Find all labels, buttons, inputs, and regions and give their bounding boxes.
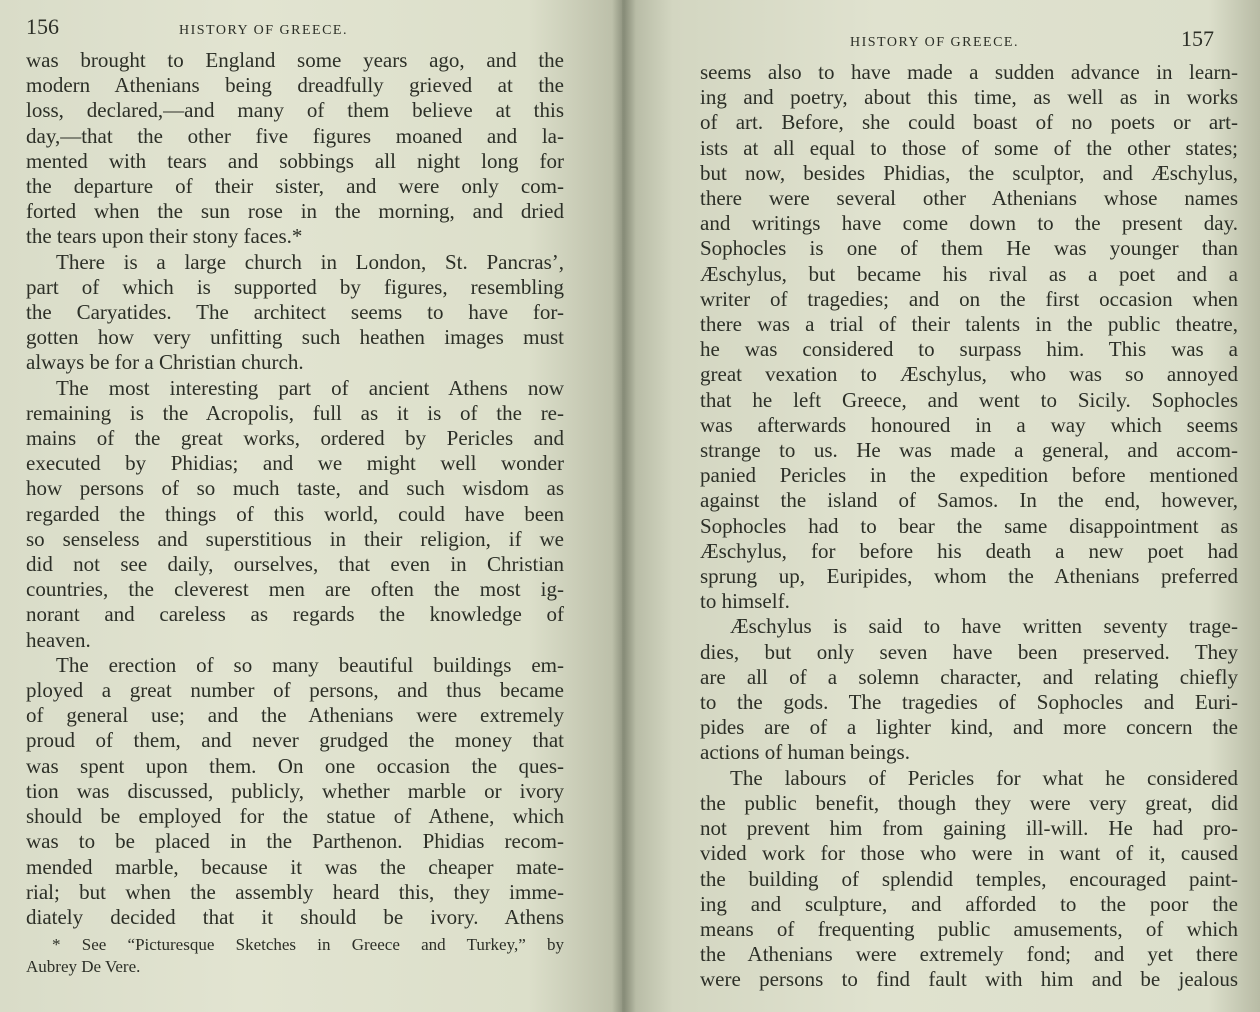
text-line: executed by Phidias; and we might well wonder (26, 451, 564, 476)
text-line: seems also to have made a sudden advance in learn- (700, 60, 1238, 84)
page-number-157: 157 (1181, 26, 1214, 51)
text-line: he was considered to surpass him. This was a (700, 337, 1238, 362)
text-line: mented with tears and sobbings all night long for (26, 148, 564, 173)
text-line: vided work for those who were in want of it, caused (700, 841, 1238, 866)
text-line: sprung up, Euripides, whom the Athenians preferred (700, 564, 1238, 589)
right-body-text (700, 60, 1238, 993)
text-line: day,—that the other five figures moaned and la- (26, 123, 564, 148)
text-line: The most interesting part of ancient Athens now (56, 375, 564, 400)
text-line: writer of tragedies; and on the first occasion when (700, 286, 1238, 311)
text-line: Sophocles is one of them He was younger than (700, 236, 1238, 261)
left-running-head (26, 14, 564, 48)
text-line: was brought to England some years ago, and the (26, 48, 564, 72)
footnote (26, 934, 564, 978)
text-line: how persons of so much taste, and such wisdom as (26, 476, 564, 501)
text-line: tion was discussed, publicly, whether marble or ivory (26, 778, 564, 803)
text-line: to himself. (700, 589, 790, 614)
text-line: was spent upon them. On one occasion the ques- (26, 753, 564, 778)
text-line: the Caryatides. The architect seems to have for- (26, 300, 564, 325)
right-running-head (700, 26, 1238, 60)
text-line: of art. Before, she could boast of no poets or art- (700, 110, 1238, 135)
text-line: norant and careless as regards the knowledge of (26, 602, 564, 627)
text-line: modern Athenians being dreadfully grieved at the (26, 73, 564, 98)
left-header-title: HISTORY OF GREECE. (179, 23, 348, 38)
text-line: Sophocles had to bear the same disappointment as (700, 513, 1238, 538)
text-line: forted when the sun rose in the morning, and dried (26, 199, 564, 224)
text-line: rial; but when the assembly heard this, they imme- (26, 879, 564, 904)
text-line: should be employed for the statue of Athene, which (26, 804, 564, 829)
text-line: ployed a great number of persons, and thus became (26, 678, 564, 703)
text-line: diately decided that it should be ivory. Athens (26, 904, 564, 929)
text-line: The erection of so many beautiful buildings em- (56, 652, 564, 677)
text-line: so senseless and superstitious in their religion, if we (26, 526, 564, 551)
text-line: there were several other Athenians whose names (700, 186, 1238, 211)
text-line: mended marble, because it was the cheaper mate- (26, 854, 564, 879)
text-line: gotten how very unfitting such heathen images must (26, 325, 564, 350)
right-page (622, 0, 1260, 1012)
text-line: the departure of their sister, and were only com- (26, 174, 564, 199)
text-line: actions of human beings. (700, 740, 910, 765)
text-line: strange to us. He was made a general, and accom- (700, 438, 1238, 463)
text-line: that he left Greece, and went to Sicily. Sophocles (700, 387, 1238, 412)
text-line: There is a large church in London, St. Pancras’, (56, 249, 564, 274)
text-line: of general use; and the Athenians were extremely (26, 703, 564, 728)
text-line: proud of them, and never grudged the money that (26, 728, 564, 753)
left-page (0, 0, 622, 1012)
text-line: Æschylus, for before his death a new poet had (700, 538, 1238, 563)
text-line: the tears upon their stony faces.* (26, 224, 303, 249)
text-line: remaining is the Acropolis, full as it is of the re- (26, 400, 564, 425)
text-line: Æschylus is said to have written seventy trage- (730, 614, 1238, 639)
left-body-text (26, 48, 564, 930)
text-line: always be for a Christian church. (26, 350, 304, 375)
text-line: part of which is supported by figures, resembling (26, 274, 564, 299)
text-line: loss, declared,—and many of them believe at this (26, 98, 564, 123)
text-line: was to be placed in the Parthenon. Phidias recom- (26, 829, 564, 854)
text-line: pides are of a lighter kind, and more concern the (700, 715, 1238, 740)
text-line: against the island of Samos. In the end, however, (700, 488, 1238, 513)
text-line: there was a trial of their talents in the public theatre, (700, 312, 1238, 337)
page-number-156: 156 (26, 14, 59, 39)
text-line: mains of the great works, ordered by Pericles and (26, 426, 564, 451)
text-line: did not see daily, ourselves, that even in Christian (26, 552, 564, 577)
text-line: countries, the cleverest men are often the most ig- (26, 577, 564, 602)
text-line: the Athenians were extremely fond; and yet there (700, 942, 1238, 967)
text-line: ing and sculpture, and afforded to the poor the (700, 891, 1238, 916)
text-line: was afterwards honoured in a way which seems (700, 412, 1238, 437)
right-header-title: HISTORY OF GREECE. (850, 35, 1019, 50)
text-line: panied Pericles in the expedition before mentioned (700, 463, 1238, 488)
text-line: were persons to find fault with him and be jealous (700, 967, 1238, 992)
text-line: the building of splendid temples, encouraged paint- (700, 866, 1238, 891)
text-line: heaven. (26, 627, 91, 652)
text-line: to the gods. The tragedies of Sophocles and Euri- (700, 690, 1238, 715)
text-line: Æschylus, but became his rival as a poet and a (700, 261, 1238, 286)
text-line: dies, but only seven have been preserved. They (700, 639, 1238, 664)
text-line: The labours of Pericles for what he considered (730, 765, 1238, 790)
text-line: regarded the things of this world, could have been (26, 501, 564, 526)
text-line: ists at all equal to those of some of the other states; (700, 135, 1238, 160)
text-line: are all of a solemn character, and relating chiefly (700, 664, 1238, 689)
text-line: the public benefit, though they were very great, did (700, 790, 1238, 815)
text-line: and writings have come down to the present day. (700, 211, 1238, 236)
text-line: means of frequenting public amusements, of which (700, 916, 1238, 941)
footnote-line: * See “Picturesque Sketches in Greece and Turkey,” by (52, 935, 564, 955)
text-line: not prevent him from gaining ill-will. He had pro- (700, 816, 1238, 841)
text-line: great vexation to Æschylus, who was so annoyed (700, 362, 1238, 387)
footnote-line: Aubrey De Vere. (26, 957, 141, 977)
text-line: but now, besides Phidias, the sculptor, and Æschylus, (700, 160, 1238, 185)
text-line: ing and poetry, about this time, as well as in works (700, 85, 1238, 110)
